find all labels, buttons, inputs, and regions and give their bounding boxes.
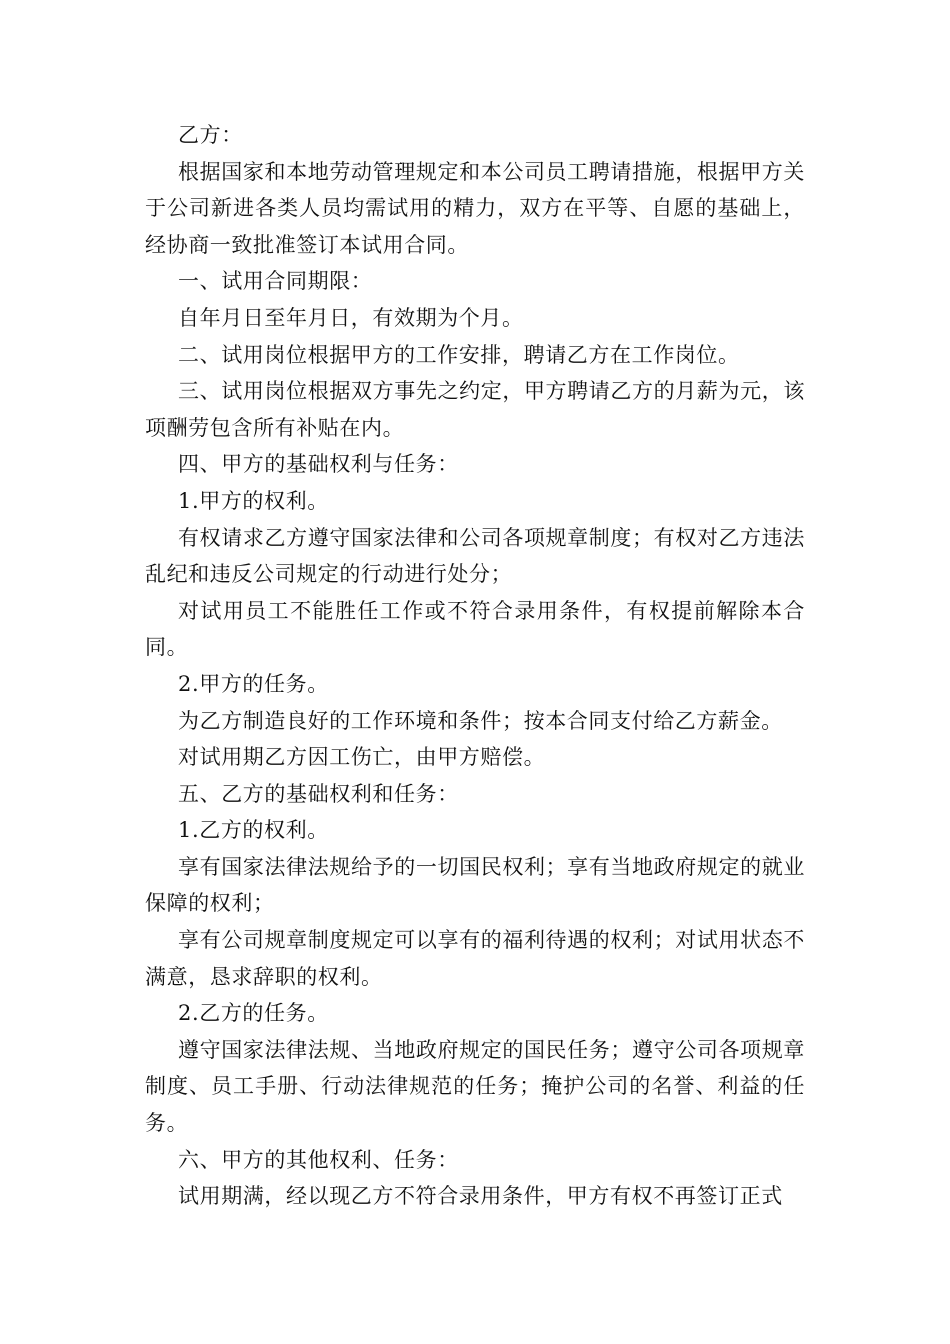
paragraph-party-a-duty-1: 为乙方制造良好的工作环境和条件；按本合同支付给乙方薪金。	[178, 708, 783, 733]
subheading-party-a-duties: 2.甲方的任务。	[178, 671, 329, 696]
subheading-party-a-rights: 1.甲方的权利。	[178, 488, 329, 513]
subheading-party-b-rights: 1.乙方的权利。	[178, 818, 329, 843]
paragraph-party-a-right-2: 对试用员工不能胜任工作或不符合录用条件，有权提前解除本合同。	[145, 598, 805, 660]
heading-section-2: 二、试用岗位根据甲方的工作安排，聘请乙方在工作岗位。	[178, 342, 740, 367]
paragraph-section-6-text: 试用期满，经以现乙方不符合录用条件，甲方有权不再签订正式	[178, 1184, 783, 1209]
document-body	[145, 117, 805, 1215]
paragraph-preamble: 根据国家和本地劳动管理规定和本公司员工聘请措施，根据甲方关于公司新进各类人员均需试用的精力，双方在平等、自愿的基础上，经协商一致批准签订本试用合同。	[145, 159, 805, 257]
paragraph-term: 自年月日至年月日，有效期为个月。	[178, 305, 524, 330]
heading-section-4: 四、甲方的基础权利与任务：	[178, 452, 459, 477]
subheading-party-b-duties: 2.乙方的任务。	[178, 1001, 329, 1026]
heading-section-5: 五、乙方的基础权利和任务：	[178, 781, 459, 806]
paragraph-party-b: 乙方：	[178, 123, 243, 147]
paragraph-party-b-duty-1: 遵守国家法律法规、当地政府规定的国民任务；遵守公司各项规章制度、员工手册、行动法律规范的任务；掩护公司的名誉、利益的任务。	[145, 1037, 805, 1136]
paragraph-party-a-duty-2: 对试用期乙方因工伤亡，由甲方赔偿。	[178, 745, 546, 770]
heading-section-1: 一、试用合同期限：	[178, 269, 373, 294]
paragraph-party-b-right-1: 享有国家法律法规给予的一切国民权利；享有当地政府规定的就业保障的权利；	[145, 854, 805, 916]
heading-section-6: 六、甲方的其他权利、任务：	[178, 1147, 459, 1172]
paragraph-party-a-right-1: 有权请求乙方遵守国家法律和公司各项规章制度；有权对乙方违法乱纪和违反公司规定的行动进行处分；	[145, 525, 805, 587]
heading-section-3: 三、试用岗位根据双方事先之约定，甲方聘请乙方的月薪为元，该项酬劳包含所有补贴在内。	[145, 379, 805, 440]
paragraph-party-b-right-2: 享有公司规章制度规定可以享有的福利待遇的权利；对试用状态不满意，恳求辞职的权利。	[145, 928, 805, 989]
